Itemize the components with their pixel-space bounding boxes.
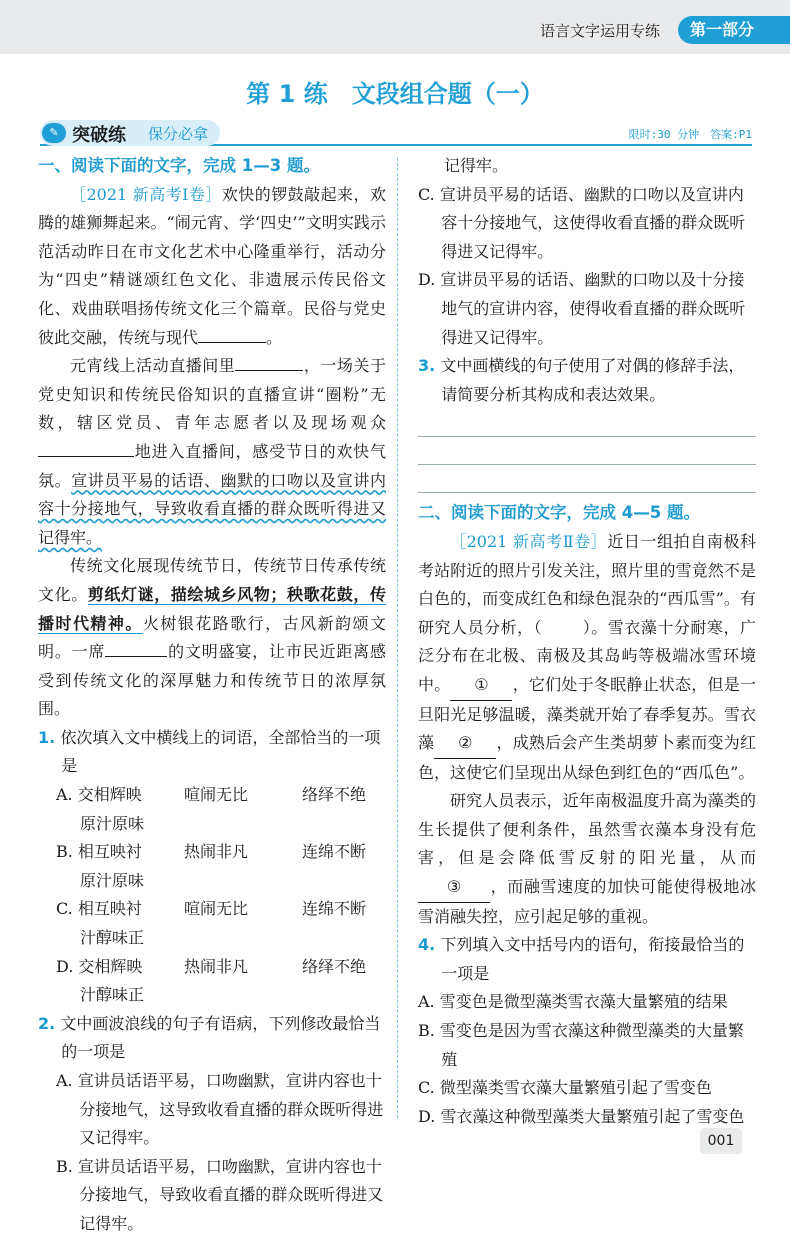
source-tag: ［2021 新高考Ⅱ卷］ <box>450 531 608 551</box>
para-text: 近日一组拍自南极科考站附近的照片引发关注，照片里的雪竟然不是白色的，而变成红色和绿色混杂的“西瓜雪”。有研究人员分析，（ <box>418 531 756 637</box>
option-word: 热闹非凡 <box>184 842 249 862</box>
blank <box>38 456 134 457</box>
para-text: 元宵线上活动直播间里 <box>70 356 236 376</box>
page-title: 第 1 练 文段组合题（一） <box>246 80 544 108</box>
option-word: 喧闹无比 <box>184 785 249 805</box>
option-a[interactable]: A. 宣讲员话语平易，口吻幽默，宣讲内容也十分接地气，这导致收看直播的群众既听得进又记得牢。 <box>56 1071 384 1148</box>
option-word: 热闹非凡 <box>184 956 249 976</box>
answer-line[interactable] <box>418 437 756 465</box>
section-bar <box>40 120 752 146</box>
option-word: 连绵不断 <box>302 842 367 862</box>
option-c[interactable] <box>38 895 386 952</box>
option-c[interactable]: C. 微型藻类雪衣藻大量繁殖引起了雪变色 <box>418 1078 712 1098</box>
passage-1-para-3 <box>38 552 386 724</box>
question-number: 4. <box>418 935 436 955</box>
question-4 <box>418 931 756 988</box>
option-d[interactable]: D. 雪衣藻这种微型藻类大量繁殖引起了雪变色 <box>418 1106 745 1126</box>
option-b[interactable]: B. 雪变色是因为雪衣藻这种微型藻类的大量繁殖 <box>418 1021 744 1069</box>
option-word: 原汁原味 <box>80 813 145 833</box>
option-d[interactable] <box>38 953 386 1010</box>
question-stem: 文中画波浪线的句子有语病，下列修改最恰当的一项是 <box>60 1013 381 1062</box>
question-stem: 下列填入文中括号内的语句，衔接最恰当的一项是 <box>440 935 745 983</box>
question-stem: 文中画横线的句子使用了对偶的修辞手法，请简要分析其构成和表达效果。 <box>440 356 745 404</box>
question-2 <box>38 1010 386 1067</box>
section-2-heading: 二、阅读下面的文字，完成 4—5 题。 <box>418 503 700 523</box>
column-divider <box>397 158 398 1118</box>
blank <box>105 656 167 657</box>
option-label: D. 交相辉映 <box>56 956 143 976</box>
option-label: B. 相互映衬 <box>56 842 142 862</box>
blank-3: ③ <box>418 873 490 903</box>
para-text: 。 <box>266 327 283 347</box>
question-number: 2. <box>38 1013 56 1033</box>
wavy-sentence: 宣讲员平易的话语、幽默的口吻以及宣讲内容十分接地气，导致收看直播的群众既听得进又记得牢。 <box>38 470 386 547</box>
blank-1: ① <box>450 671 512 701</box>
option-label: C. 相互映衬 <box>56 899 142 919</box>
option-a[interactable]: A. 雪变色是微型藻类雪衣藻大量繁殖的结果 <box>418 992 728 1012</box>
option-d[interactable]: D. 宣讲员平易的话语、幽默的口吻以及十分接地气的宣讲内容，使得收看直播的群众既听得进又记得牢。 <box>418 270 746 347</box>
para-text: ，而融雪速度的加快可能使得极地冰雪消融失控，应引起足够的重视。 <box>418 877 756 926</box>
source-tag: ［2021 新高考Ⅰ卷］ <box>70 184 222 204</box>
passage-2-para-1 <box>418 528 756 787</box>
option-b[interactable]: B. 宣讲员话语平易，口吻幽默，宣讲内容也十分接地气，导致收看直播的群众既听得进又记得牢。 <box>56 1156 384 1233</box>
option-word: 喧闹无比 <box>184 899 249 919</box>
passage-1-para-2 <box>38 352 386 552</box>
para-text: ）。雪衣藻十分耐寒，广泛分布在北极、南极及其岛屿等极端冰雪环境中。 <box>418 617 756 694</box>
option-word: 络绎不绝 <box>302 785 367 805</box>
question-1 <box>38 724 386 781</box>
para-text: 欢快的锣鼓敲起来，欢腾的雄狮舞起来。“闹元宵、学‘四史’”文明实践示范活动昨日在市文化艺术中心隆重举行，活动分为“四史”精谜颂红色文化、非遗展示传民俗文化、戏曲联唱扬传统文化三个篇章。民俗与党史彼此交融，传统与现代 <box>38 184 386 347</box>
page-number: 001 <box>700 1128 742 1154</box>
option-word: 汁醇味正 <box>80 928 145 948</box>
option-word: 连绵不断 <box>302 899 367 919</box>
header-subject: 语言文字运用专练 <box>540 22 661 40</box>
section-1-heading: 一、阅读下面的文字，完成 1—3 题。 <box>38 156 320 175</box>
question-number: 1. <box>38 727 56 747</box>
blank <box>235 370 303 371</box>
time-answer-meta: 限时:30 分钟 答案:P1 <box>628 128 752 141</box>
option-word: 原汁原味 <box>80 870 145 890</box>
option-word: 络绎不绝 <box>302 956 367 976</box>
question-3 <box>418 352 756 409</box>
book-icon: ✎ <box>42 123 66 143</box>
para-text: 研究人员表示，近年南极温度升高为藻类的生长提供了便利条件，虽然雪衣藻本身没有危害，但是会降低雪反射的阳光量，从而 <box>418 791 756 868</box>
para-text: 地进入直播间，感受节日的欢快气氛。 <box>38 441 386 490</box>
para-text: ，成熟后会产生类胡萝卜素而变为红色，这使它们呈现出从绿色到红色的“西瓜色”。 <box>418 733 756 782</box>
blank-2: ② <box>434 729 496 759</box>
option-c[interactable]: C. 宣讲员平易的话语、幽默的口吻以及宣讲内容十分接地气，这使得收看直播的群众既听得进又记得牢。 <box>418 184 746 261</box>
question-stem: 依次填入文中横线上的词语，全部恰当的一项是 <box>60 727 381 776</box>
section-slogan: 保分必拿 <box>148 125 209 143</box>
blank <box>198 342 266 343</box>
para-text: 火树银花路歌行，古风新韵颂文明。一席 <box>38 613 386 662</box>
passage-2-para-2 <box>418 787 756 931</box>
page-header <box>0 0 790 54</box>
answer-line[interactable] <box>418 409 756 437</box>
right-column <box>418 152 756 1131</box>
header-part-badge: 第一部分 <box>678 16 790 44</box>
section-name: 突破练 <box>72 125 126 146</box>
option-a[interactable] <box>38 781 386 838</box>
option-label: A. 交相辉映 <box>56 785 142 805</box>
question-number: 3. <box>418 356 436 376</box>
para-text: ，一场关于党史知识和传统民俗知识的直播宣讲“圈粉”无数，辖区党员、青年志愿者以及现场观众 <box>38 356 386 433</box>
option-word: 汁醇味正 <box>80 985 145 1005</box>
passage-1-para-1 <box>38 181 386 353</box>
option-b[interactable] <box>38 838 386 895</box>
para-text: 的文明盛宴，让市民近距离感受到传统文化的深厚魅力和传统节日的浓厚氛围。 <box>38 642 386 719</box>
underlined-sentence: 剪纸灯谜，描绘城乡风物；秧歌花鼓，传播时代精神。 <box>38 584 386 633</box>
answer-line[interactable] <box>418 465 756 493</box>
section-pill <box>40 120 220 146</box>
q2-b-continued: 记得牢。 <box>444 156 509 175</box>
para-text: 传统文化展现传统节日，传统节日传承传统文化。 <box>38 556 386 604</box>
para-text: ，它们处于冬眠静止状态，但是一旦阳光足够温暖，藻类就开始了春季复苏。雪衣藻 <box>418 674 756 753</box>
left-column <box>38 152 386 1239</box>
